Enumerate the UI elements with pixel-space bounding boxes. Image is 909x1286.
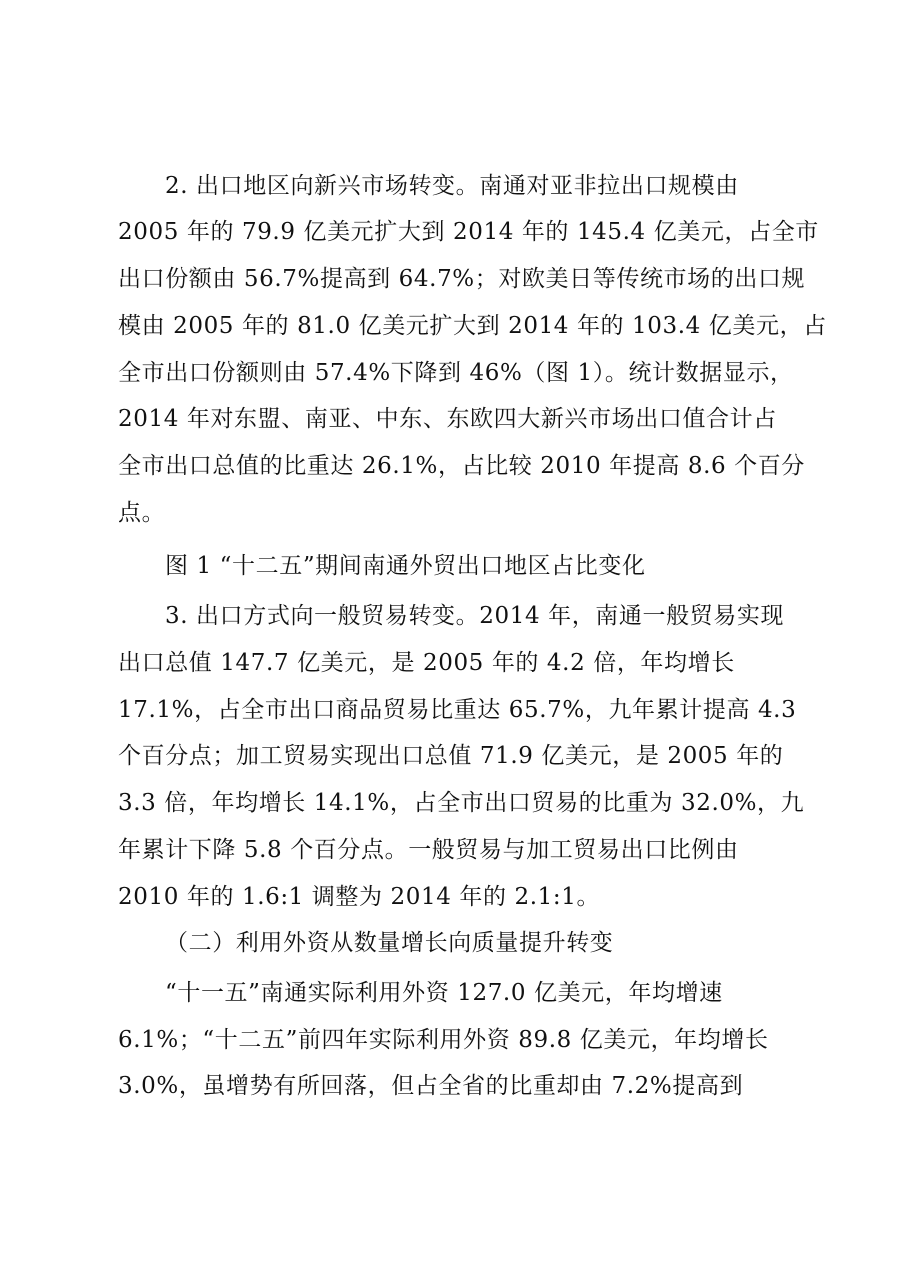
paragraph-line: 3. 出口方式向一般贸易转变。2014 年，南通一般贸易实现	[165, 603, 785, 629]
paragraph-line: 3.0%，虽增势有所回落，但占全省的比重却由 7.2%提高到	[118, 1073, 744, 1099]
paragraph-line: 2014 年对东盟、南亚、中东、东欧四大新兴市场出口值合计占	[118, 406, 777, 432]
paragraph-line: 2010 年的 1.6:1 调整为 2014 年的 2.1:1。	[118, 884, 601, 910]
section-heading: （二）利用外资从数量增长向质量提升转变	[165, 930, 614, 956]
paragraph-line: 17.1%，占全市出口商品贸易比重达 65.7%，九年累计提高 4.3	[118, 697, 797, 723]
paragraph-line: 出口份额由 56.7%提高到 64.7%；对欧美日等传统市场的出口规	[118, 266, 806, 292]
paragraph-line: “十一五”南通实际利用外资 127.0 亿美元，年均增速	[165, 980, 723, 1006]
paragraph-line: 2005 年的 79.9 亿美元扩大到 2014 年的 145.4 亿美元，占全市	[118, 219, 819, 245]
paragraph-line: 6.1%；“十二五”前四年实际利用外资 89.8 亿美元，年均增长	[118, 1027, 769, 1053]
paragraph-line: 点。	[118, 500, 166, 526]
paragraph-line: 出口总值 147.7 亿美元，是 2005 年的 4.2 倍，年均增长	[118, 650, 735, 676]
paragraph-line: 全市出口份额则由 57.4%下降到 46%（图 1）。统计数据显示，	[118, 360, 794, 386]
paragraph-line: 年累计下降 5.8 个百分点。一般贸易与加工贸易出口比例由	[118, 837, 739, 863]
paragraph-line: 个百分点；加工贸易实现出口总值 71.9 亿美元，是 2005 年的	[118, 743, 784, 769]
paragraph-line: 2. 出口地区向新兴市场转变。南通对亚非拉出口规模由	[165, 173, 739, 199]
paragraph-line: 3.3 倍，年均增长 14.1%，占全市出口贸易的比重为 32.0%，九	[118, 790, 805, 816]
paragraph-line: 全市出口总值的比重达 26.1%，占比较 2010 年提高 8.6 个百分	[118, 453, 805, 479]
figure-caption: 图 1 “十二五”期间南通外贸出口地区占比变化	[165, 553, 646, 579]
paragraph-line: 模由 2005 年的 81.0 亿美元扩大到 2014 年的 103.4 亿美元，占	[118, 313, 827, 339]
